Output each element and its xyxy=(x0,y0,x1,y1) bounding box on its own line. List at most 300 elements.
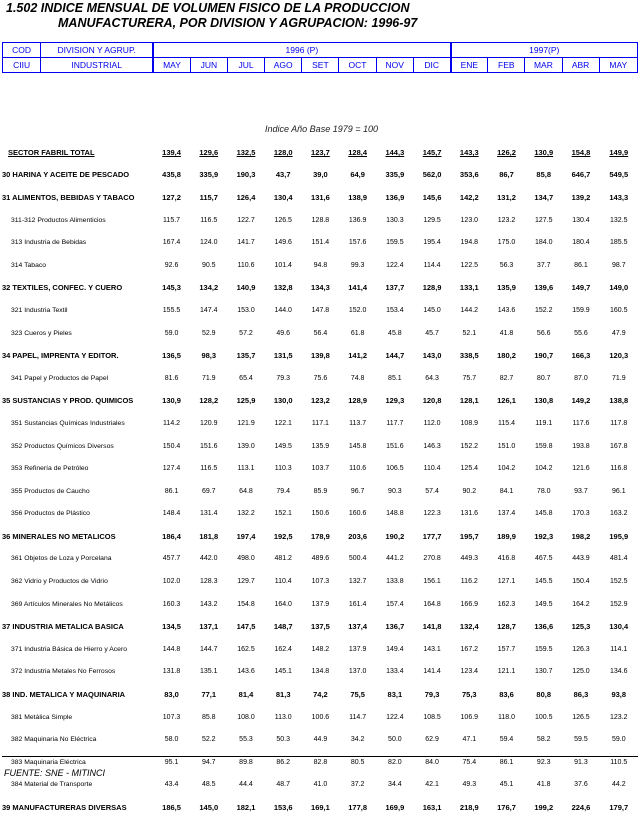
value-cell: 167.4 xyxy=(162,239,181,247)
value-cell: 122.7 xyxy=(237,216,255,224)
table-row xyxy=(2,661,638,684)
value-cell: 52.2 xyxy=(201,736,216,744)
value-cell: 127,2 xyxy=(162,192,181,202)
base-year-label: Indice Año Base 1979 = 100 xyxy=(264,124,378,134)
value-cell: 145.1 xyxy=(274,668,292,676)
value-cell: 151.6 xyxy=(200,442,218,450)
value-cell: 562,0 xyxy=(422,170,442,180)
table-title-line-2: MANUFACTURERA, POR DIVISION Y AGRUPACION: 1996-97 xyxy=(58,16,418,30)
value-cell: 148.8 xyxy=(386,510,404,518)
value-cell: 152.2 xyxy=(534,306,553,314)
row-label: 381 Metálica Simple xyxy=(11,713,73,721)
value-cell: 94.7 xyxy=(201,758,216,766)
value-cell: 136,7 xyxy=(385,622,405,632)
table-row xyxy=(2,503,638,526)
value-cell: 195,7 xyxy=(459,531,479,541)
value-cell: 78.0 xyxy=(536,487,551,495)
value-cell: 179,7 xyxy=(609,803,629,813)
value-cell: 121.1 xyxy=(497,668,516,676)
value-cell: 335,9 xyxy=(199,170,219,180)
value-cell: 107.3 xyxy=(311,578,330,586)
value-cell: 151.6 xyxy=(386,442,404,450)
value-cell: 164.0 xyxy=(274,600,292,608)
value-cell: 441.2 xyxy=(386,555,404,563)
value-cell: 128.8 xyxy=(311,216,330,224)
value-cell: 218,9 xyxy=(459,803,479,813)
value-cell: 93,8 xyxy=(611,690,627,700)
value-cell: 137,5 xyxy=(311,622,330,632)
value-cell: 164.2 xyxy=(572,600,590,608)
value-cell: 94.8 xyxy=(313,261,328,269)
value-cell: 61.8 xyxy=(350,329,365,337)
value-cell: 192,5 xyxy=(273,531,293,541)
value-cell: 59.0 xyxy=(164,329,179,337)
value-cell: 103.7 xyxy=(311,465,330,473)
value-cell: 146.3 xyxy=(423,442,441,450)
value-cell: 59.0 xyxy=(611,736,626,744)
value-cell: 110.4 xyxy=(274,578,292,586)
value-cell: 133,1 xyxy=(459,283,479,293)
value-cell: 81,3 xyxy=(275,690,291,700)
row-label: 371 Industria Básica de Hierro y Acero xyxy=(11,645,127,653)
value-cell: 498.0 xyxy=(237,555,255,563)
value-cell: 128.3 xyxy=(200,578,218,586)
header-industrial: INDUSTRIAL xyxy=(41,58,154,73)
value-cell: 153,6 xyxy=(273,803,293,813)
row-label: 39 MANUFACTURERAS DIVERSAS xyxy=(2,803,127,813)
value-cell: 157.6 xyxy=(348,239,367,247)
value-cell: 189,9 xyxy=(497,531,516,541)
value-cell: 90.2 xyxy=(462,487,477,495)
value-cell: 147,5 xyxy=(236,622,256,632)
value-cell: 124.0 xyxy=(200,239,218,247)
value-cell: 101.4 xyxy=(274,261,292,269)
value-cell: 116.2 xyxy=(460,578,478,586)
value-cell: 134,7 xyxy=(534,192,554,202)
table-row xyxy=(2,322,638,345)
row-label: 369 Artículos Minerales No Metálicos xyxy=(11,600,123,608)
value-cell: 130,9 xyxy=(162,396,181,406)
value-cell: 139.0 xyxy=(237,442,255,450)
value-cell: 137,4 xyxy=(348,622,368,632)
value-cell: 123.2 xyxy=(610,713,628,721)
value-cell: 113.7 xyxy=(349,419,367,427)
value-cell: 164.8 xyxy=(423,600,441,608)
value-cell: 98,3 xyxy=(201,351,217,361)
value-cell: 117.1 xyxy=(311,419,329,427)
value-cell: 64.8 xyxy=(239,487,253,495)
value-cell: 129.7 xyxy=(237,578,255,586)
value-cell: 139,8 xyxy=(311,351,330,361)
value-cell: 79,3 xyxy=(424,690,440,700)
value-cell: 144,7 xyxy=(385,351,405,361)
value-cell: 55.6 xyxy=(574,329,588,337)
value-cell: 145.8 xyxy=(348,442,367,450)
value-cell: 153.4 xyxy=(386,306,404,314)
value-cell: 159.5 xyxy=(534,645,553,653)
value-cell: 140,9 xyxy=(236,283,256,293)
value-cell: 353,6 xyxy=(459,170,479,180)
value-cell: 143,0 xyxy=(422,351,442,361)
row-label: 323 Cueros y Pieles xyxy=(11,329,72,337)
value-cell: 116.5 xyxy=(200,465,218,473)
value-cell: 50.0 xyxy=(388,736,402,744)
value-cell: 57.4 xyxy=(425,487,439,495)
value-cell: 49.3 xyxy=(462,781,477,789)
table-row xyxy=(2,593,638,616)
value-cell: 114.2 xyxy=(163,419,181,427)
value-cell: 86.1 xyxy=(499,758,514,766)
value-cell: 153.0 xyxy=(237,306,255,314)
value-cell: 118.0 xyxy=(498,713,516,721)
value-cell: 136,5 xyxy=(162,351,181,361)
value-cell: 159.5 xyxy=(386,239,404,247)
value-cell: 132.5 xyxy=(610,216,628,224)
table-row xyxy=(2,548,638,571)
value-cell: 104.2 xyxy=(497,465,516,473)
value-cell: 59.4 xyxy=(499,736,514,744)
value-cell: 80.7 xyxy=(536,374,551,382)
value-cell: 117.7 xyxy=(386,419,404,427)
value-cell: 100.5 xyxy=(534,713,553,721)
value-cell: 83,6 xyxy=(499,690,514,700)
data-table xyxy=(2,141,638,819)
header-ciiu: CIIU xyxy=(3,58,41,73)
value-cell: 119.1 xyxy=(535,419,553,427)
value-cell: 190,2 xyxy=(385,531,405,541)
value-cell: 136.9 xyxy=(348,216,367,224)
value-cell: 114.1 xyxy=(610,645,628,653)
value-cell: 184.0 xyxy=(534,239,553,247)
value-cell: 145.8 xyxy=(534,510,553,518)
value-cell: 125.4 xyxy=(460,465,479,473)
row-label: 383 Maquinaria Eléctrica xyxy=(11,758,86,766)
value-cell: 55.3 xyxy=(239,736,253,744)
value-cell: 134,2 xyxy=(199,283,219,293)
value-cell: 145,6 xyxy=(422,192,442,202)
value-cell: 116.5 xyxy=(200,216,218,224)
value-cell: 167.8 xyxy=(610,442,628,450)
value-cell: 126,1 xyxy=(497,396,516,406)
value-cell: 130,0 xyxy=(273,396,293,406)
value-cell: 147.4 xyxy=(200,306,218,314)
value-cell: 137,7 xyxy=(385,283,405,293)
value-cell: 128,9 xyxy=(422,283,442,293)
value-cell: 48.5 xyxy=(201,781,216,789)
value-cell: 159.8 xyxy=(534,442,553,450)
header-month: FEB xyxy=(488,58,525,73)
value-cell: 131,6 xyxy=(311,192,330,202)
value-cell: 167.2 xyxy=(460,645,479,653)
value-cell: 122.5 xyxy=(460,261,479,269)
value-cell: 47.1 xyxy=(462,736,477,744)
value-cell: 123.0 xyxy=(460,216,479,224)
value-cell: 82.7 xyxy=(499,374,514,382)
value-cell: 141,2 xyxy=(348,351,368,361)
value-cell: 132,5 xyxy=(236,147,256,157)
value-cell: 116.8 xyxy=(610,465,628,473)
value-cell: 143,3 xyxy=(459,147,479,157)
value-cell: 128,0 xyxy=(273,147,293,157)
table-row xyxy=(2,164,638,187)
value-cell: 148.2 xyxy=(311,645,330,653)
value-cell: 161.4 xyxy=(348,600,367,608)
value-cell: 190,7 xyxy=(534,351,554,361)
value-cell: 34.2 xyxy=(350,736,365,744)
value-cell: 71.9 xyxy=(201,374,216,382)
value-cell: 81,4 xyxy=(238,690,254,700)
header-month: AGO xyxy=(265,58,302,73)
value-cell: 117.6 xyxy=(572,419,590,427)
value-cell: 120,8 xyxy=(422,396,442,406)
value-cell: 113.1 xyxy=(237,465,255,473)
value-cell: 115.7 xyxy=(163,216,181,224)
value-cell: 106.5 xyxy=(386,465,404,473)
value-cell: 99.3 xyxy=(350,261,365,269)
value-cell: 122.4 xyxy=(386,261,404,269)
value-cell: 170.3 xyxy=(572,510,590,518)
value-cell: 135,7 xyxy=(236,351,256,361)
value-cell: 39,0 xyxy=(313,170,328,180)
row-label: 314 Tabaco xyxy=(11,261,47,269)
value-cell: 145.5 xyxy=(534,578,553,586)
value-cell: 129,3 xyxy=(385,396,405,406)
value-cell: 166,3 xyxy=(571,351,591,361)
value-cell: 149.5 xyxy=(534,600,553,608)
value-cell: 162.3 xyxy=(497,600,516,608)
value-cell: 37.2 xyxy=(350,781,365,789)
value-cell: 110.5 xyxy=(610,758,628,766)
header-month: JUN xyxy=(190,58,227,73)
value-cell: 92.6 xyxy=(164,261,179,269)
table-row xyxy=(2,480,638,503)
value-cell: 137,1 xyxy=(199,622,219,632)
value-cell: 90.3 xyxy=(388,487,402,495)
value-cell: 128,2 xyxy=(199,396,219,406)
value-cell: 110.3 xyxy=(274,465,292,473)
value-cell: 138,8 xyxy=(609,396,629,406)
value-cell: 45.7 xyxy=(425,329,439,337)
value-cell: 646,7 xyxy=(571,170,591,180)
value-cell: 74.8 xyxy=(350,374,365,382)
value-cell: 47.9 xyxy=(611,329,626,337)
value-cell: 108.9 xyxy=(460,419,479,427)
value-cell: 130.3 xyxy=(386,216,404,224)
value-cell: 190,3 xyxy=(236,170,256,180)
value-cell: 162.5 xyxy=(237,645,255,653)
value-cell: 162.4 xyxy=(274,645,292,653)
value-cell: 141.4 xyxy=(423,668,441,676)
value-cell: 127.4 xyxy=(162,465,181,473)
value-cell: 160.6 xyxy=(348,510,367,518)
value-cell: 143,3 xyxy=(609,192,629,202)
value-cell: 123.4 xyxy=(460,668,479,676)
value-cell: 435,8 xyxy=(162,170,181,180)
value-cell: 45.1 xyxy=(499,781,514,789)
value-cell: 152.5 xyxy=(610,578,628,586)
value-cell: 84.1 xyxy=(499,487,514,495)
value-cell: 130,4 xyxy=(273,192,293,202)
value-cell: 122.3 xyxy=(423,510,441,518)
value-cell: 136,6 xyxy=(534,622,554,632)
value-cell: 130,8 xyxy=(534,396,554,406)
value-cell: 110.4 xyxy=(423,465,441,473)
value-cell: 195.4 xyxy=(423,239,441,247)
header-month: MAY xyxy=(153,58,190,73)
value-cell: 125,3 xyxy=(571,622,591,632)
value-cell: 136,9 xyxy=(385,192,405,202)
header-month: ABR xyxy=(562,58,599,73)
value-cell: 115,7 xyxy=(199,192,218,202)
value-cell: 193.8 xyxy=(572,442,590,450)
value-cell: 143.2 xyxy=(200,600,218,608)
value-cell: 50.3 xyxy=(276,736,291,744)
value-cell: 169,1 xyxy=(311,803,330,813)
value-cell: 137.9 xyxy=(348,645,367,653)
value-cell: 122.4 xyxy=(386,713,404,721)
value-cell: 56.6 xyxy=(536,329,551,337)
value-cell: 108.0 xyxy=(237,713,255,721)
table-row xyxy=(2,367,638,390)
value-cell: 59.5 xyxy=(574,736,588,744)
value-cell: 41.0 xyxy=(313,781,328,789)
value-cell: 58.0 xyxy=(164,736,179,744)
value-cell: 131.8 xyxy=(162,668,181,676)
value-cell: 134.6 xyxy=(610,668,628,676)
table-row xyxy=(2,277,638,300)
value-cell: 500.4 xyxy=(348,555,367,563)
value-cell: 96.1 xyxy=(611,487,626,495)
value-cell: 130.4 xyxy=(572,216,590,224)
value-cell: 151.4 xyxy=(311,239,330,247)
value-cell: 160.3 xyxy=(162,600,181,608)
value-cell: 65.4 xyxy=(239,374,253,382)
value-cell: 115.4 xyxy=(498,419,516,427)
value-cell: 104.2 xyxy=(534,465,553,473)
value-cell: 135.9 xyxy=(311,442,330,450)
value-cell: 157.4 xyxy=(386,600,404,608)
value-cell: 144,3 xyxy=(385,147,405,157)
header-year-1997: 1997(P) xyxy=(451,43,638,58)
value-cell: 112.0 xyxy=(423,419,441,427)
value-cell: 128,7 xyxy=(497,622,516,632)
value-cell: 197,4 xyxy=(236,531,256,541)
value-cell: 86.1 xyxy=(574,261,588,269)
value-cell: 481.2 xyxy=(274,555,292,563)
value-cell: 185.5 xyxy=(610,239,628,247)
value-cell: 132,8 xyxy=(273,283,293,293)
value-cell: 131.6 xyxy=(460,510,479,518)
header-month: MAY xyxy=(599,58,637,73)
value-cell: 106.9 xyxy=(460,713,479,721)
value-cell: 131.4 xyxy=(200,510,218,518)
value-cell: 93.7 xyxy=(574,487,588,495)
value-cell: 442.0 xyxy=(200,555,218,563)
value-cell: 95.1 xyxy=(164,758,179,766)
value-cell: 128,4 xyxy=(348,147,368,157)
row-label: 341 Papel y Productos de Papel xyxy=(11,374,109,382)
value-cell: 75,3 xyxy=(461,690,477,700)
value-cell: 457.7 xyxy=(162,555,181,563)
value-cell: 44.2 xyxy=(611,781,626,789)
value-cell: 85.8 xyxy=(201,713,216,721)
table-row xyxy=(2,457,638,480)
value-cell: 87.0 xyxy=(574,374,588,382)
value-cell: 42.1 xyxy=(425,781,439,789)
value-cell: 44.4 xyxy=(239,781,253,789)
value-cell: 137.4 xyxy=(497,510,516,518)
value-cell: 74,2 xyxy=(313,690,328,700)
value-cell: 137.0 xyxy=(348,668,367,676)
value-cell: 149,0 xyxy=(609,283,629,293)
header-month: DIC xyxy=(413,58,450,73)
value-cell: 154,8 xyxy=(571,147,591,157)
value-cell: 150.6 xyxy=(311,510,330,518)
value-cell: 143.6 xyxy=(237,668,255,676)
value-cell: 132,4 xyxy=(459,622,479,632)
value-cell: 145.0 xyxy=(423,306,441,314)
value-cell: 150.4 xyxy=(162,442,181,450)
value-cell: 149,7 xyxy=(571,283,591,293)
value-cell: 134.8 xyxy=(311,668,330,676)
value-cell: 186,4 xyxy=(162,531,181,541)
value-cell: 79.4 xyxy=(276,487,291,495)
value-cell: 131,2 xyxy=(497,192,516,202)
value-cell: 147.8 xyxy=(311,306,330,314)
value-cell: 98.7 xyxy=(611,261,626,269)
header-month: JUL xyxy=(227,58,264,73)
value-cell: 195,9 xyxy=(609,531,629,541)
value-cell: 224,6 xyxy=(571,803,591,813)
value-cell: 143.1 xyxy=(423,645,441,653)
table-row xyxy=(2,638,638,661)
value-cell: 148.4 xyxy=(162,510,181,518)
header-cod: COD xyxy=(3,43,41,58)
value-cell: 37.7 xyxy=(536,261,551,269)
value-cell: 127.5 xyxy=(534,216,553,224)
value-cell: 91.3 xyxy=(574,758,588,766)
value-cell: 57.2 xyxy=(239,329,253,337)
value-cell: 64.3 xyxy=(425,374,439,382)
table-row xyxy=(2,231,638,254)
value-cell: 138,9 xyxy=(348,192,368,202)
value-cell: 152.9 xyxy=(610,600,628,608)
value-cell: 86.1 xyxy=(164,487,179,495)
value-cell: 180,2 xyxy=(497,351,516,361)
value-cell: 180.4 xyxy=(572,239,590,247)
table-row xyxy=(2,615,638,638)
table-row xyxy=(2,254,638,277)
table-row xyxy=(2,683,638,706)
value-cell: 132.7 xyxy=(348,578,367,586)
value-cell: 102.0 xyxy=(162,578,181,586)
value-cell: 126.3 xyxy=(572,645,590,653)
value-cell: 125.0 xyxy=(572,668,590,676)
value-cell: 123,7 xyxy=(311,147,330,157)
value-cell: 129,6 xyxy=(199,147,219,157)
value-cell: 117.8 xyxy=(610,419,628,427)
value-cell: 126.5 xyxy=(274,216,292,224)
value-cell: 75.4 xyxy=(462,758,477,766)
value-cell: 150.4 xyxy=(572,578,590,586)
value-cell: 145,3 xyxy=(162,283,181,293)
value-cell: 177,8 xyxy=(348,803,368,813)
value-cell: 144.7 xyxy=(200,645,218,653)
row-label: 372 Industria Metales No Ferrosos xyxy=(11,668,116,676)
value-cell: 45.8 xyxy=(388,329,402,337)
table-row xyxy=(2,796,638,819)
value-cell: 43,7 xyxy=(275,170,291,180)
